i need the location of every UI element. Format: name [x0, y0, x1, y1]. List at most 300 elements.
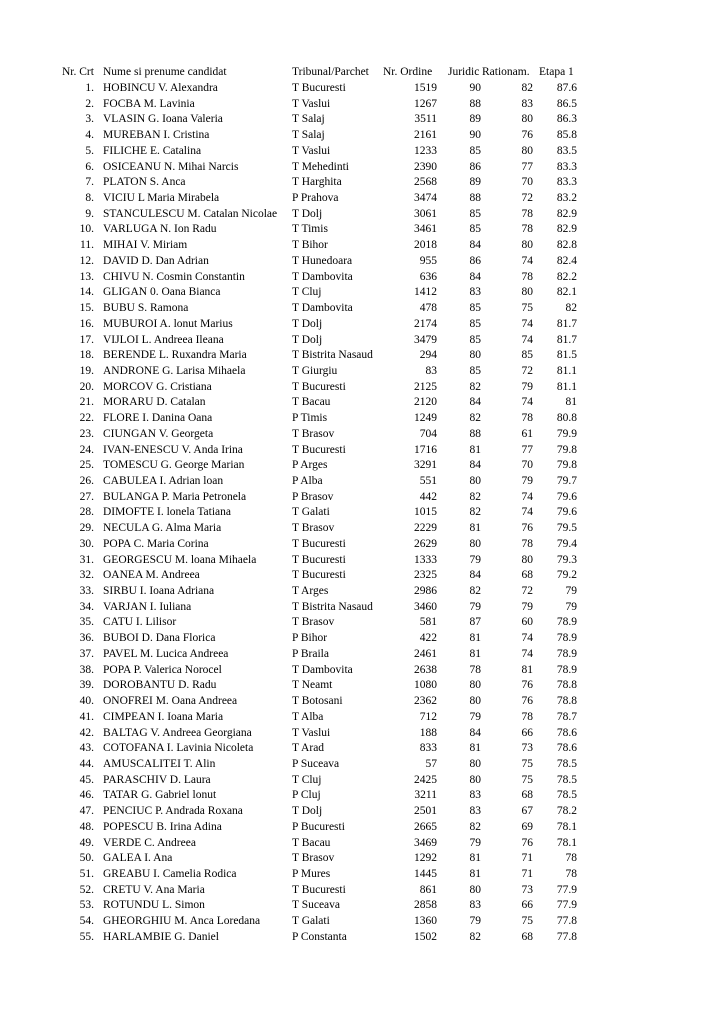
cell-juridic: 84: [469, 396, 481, 409]
table-row: [0, 678, 719, 694]
cell-name: AMUSCALITEI T. Alin: [103, 757, 216, 770]
cell-rationam: 70: [521, 176, 533, 189]
header-name: Nume si prenume candidat: [103, 66, 227, 78]
cell-name: CIUNGAN V. Georgeta: [103, 427, 214, 440]
cell-rationam: 71: [521, 868, 533, 880]
cell-tribunal: T Vaslui: [292, 726, 331, 739]
cell-tribunal: T Arges: [292, 585, 329, 598]
cell-rationam: 78: [521, 223, 533, 236]
cell-juridic: 79: [469, 836, 481, 849]
cell-juridic: 83: [469, 899, 481, 912]
cell-rationam: 77: [521, 160, 533, 173]
table-row: [0, 757, 719, 773]
cell-rationam: 78: [521, 412, 533, 425]
cell-juridic: 85: [469, 317, 481, 330]
cell-ordine: 2325: [414, 569, 437, 582]
cell-juridic: 82: [469, 380, 481, 393]
cell-ordine: 1292: [414, 852, 437, 865]
cell-name: VICIU L Maria Mirabela: [103, 192, 220, 205]
cell-name: STANCULESCU M. Catalan Nicolae: [103, 207, 278, 220]
cell-tribunal: P Brasov: [292, 490, 334, 503]
cell-rationam: 72: [521, 585, 533, 598]
cell-name: MORCOV G. Cristiana: [103, 380, 212, 393]
cell-rationam: 74: [521, 647, 533, 660]
cell-nr: 37.: [79, 647, 94, 660]
cell-rationam: 83: [521, 97, 533, 110]
cell-tribunal: T Neamt: [292, 679, 333, 692]
cell-ordine: 955: [419, 254, 437, 267]
cell-ordine: 2665: [414, 820, 437, 833]
cell-rationam: 78: [521, 207, 533, 220]
table-row: [0, 191, 719, 207]
cell-ordine: 188: [419, 726, 437, 739]
cell-name: OANEA M. Andreea: [103, 569, 200, 582]
cell-etapa: 77.9: [556, 899, 577, 912]
cell-etapa: 78.1: [556, 836, 577, 849]
cell-ordine: 2174: [414, 317, 437, 330]
cell-etapa: 79: [565, 600, 577, 613]
cell-rationam: 68: [521, 930, 533, 943]
table-row: [0, 97, 719, 113]
cell-nr: 20.: [79, 380, 94, 393]
cell-etapa: 82: [565, 302, 577, 315]
cell-tribunal: T Bucuresti: [292, 380, 346, 393]
cell-tribunal: T Harghita: [292, 176, 342, 189]
cell-rationam: 78: [521, 710, 533, 723]
cell-ordine: 2229: [414, 522, 437, 535]
table-row: [0, 238, 719, 254]
cell-juridic: 85: [469, 207, 481, 220]
cell-tribunal: P Arges: [292, 459, 328, 472]
cell-nr: 52.: [79, 883, 94, 896]
cell-juridic: 85: [469, 302, 481, 315]
cell-ordine: 861: [419, 883, 437, 896]
cell-juridic: 84: [469, 270, 481, 283]
cell-tribunal: T Mehedinti: [292, 160, 349, 173]
table-row: [0, 600, 719, 616]
table-row: [0, 804, 719, 820]
table-row: [0, 584, 719, 600]
cell-tribunal: T Bucuresti: [292, 537, 346, 550]
cell-nr: 10.: [79, 223, 94, 236]
cell-ordine: 833: [419, 742, 437, 755]
cell-name: IVAN-ENESCU V. Anda Irina: [103, 443, 243, 456]
cell-etapa: 78.9: [556, 663, 577, 676]
cell-rationam: 69: [521, 820, 533, 833]
table-row: [0, 568, 719, 584]
cell-etapa: 79: [565, 585, 577, 598]
cell-name: CATU I. Lilisor: [103, 616, 177, 629]
cell-rationam: 76: [521, 679, 533, 692]
cell-ordine: 1716: [414, 443, 437, 456]
cell-rationam: 80: [521, 113, 533, 126]
cell-name: VARJAN I. Iuliana: [103, 600, 192, 613]
cell-name: BERENDE L. Ruxandra Maria: [103, 349, 247, 362]
cell-juridic: 85: [469, 223, 481, 236]
cell-etapa: 86.3: [556, 113, 577, 126]
cell-nr: 19.: [79, 364, 94, 377]
cell-ordine: 3511: [414, 113, 437, 126]
cell-ordine: 3291: [414, 459, 437, 472]
cell-etapa: 83.3: [556, 176, 577, 189]
cell-rationam: 80: [521, 553, 533, 566]
cell-name: PENCIUC P. Andrada Roxana: [103, 805, 243, 818]
table-row: [0, 270, 719, 286]
table-row: [0, 317, 719, 333]
cell-rationam: 75: [521, 302, 533, 315]
cell-nr: 6.: [85, 160, 94, 173]
cell-name: MUREBAN I. Cristina: [103, 129, 210, 142]
cell-ordine: 1502: [414, 930, 437, 943]
cell-nr: 47.: [79, 805, 94, 818]
header-etapa: Etapa 1: [539, 66, 574, 78]
cell-tribunal: T Dambovita: [292, 663, 353, 676]
cell-etapa: 87.6: [556, 82, 577, 94]
cell-tribunal: T Bucuresti: [292, 883, 346, 896]
cell-tribunal: T Botosani: [292, 695, 343, 708]
cell-rationam: 67: [521, 805, 533, 818]
cell-name: CIMPEAN I. Ioana Maria: [103, 710, 224, 723]
cell-tribunal: T Brasov: [292, 616, 335, 629]
cell-rationam: 74: [521, 632, 533, 645]
cell-juridic: 84: [469, 569, 481, 582]
table-row: [0, 537, 719, 553]
cell-etapa: 79.5: [556, 522, 577, 535]
cell-juridic: 81: [469, 852, 481, 865]
cell-name: BUBOI D. Dana Florica: [103, 632, 216, 645]
cell-nr: 9.: [85, 207, 94, 220]
cell-rationam: 76: [521, 522, 533, 535]
cell-etapa: 78.9: [556, 632, 577, 645]
cell-nr: 5.: [85, 144, 94, 157]
cell-etapa: 82.4: [556, 254, 577, 267]
cell-etapa: 79.2: [556, 569, 577, 582]
cell-name: TOMESCU G. George Marian: [103, 459, 245, 472]
cell-juridic: 88: [469, 97, 481, 110]
cell-juridic: 82: [469, 930, 481, 943]
cell-tribunal: T Bacau: [292, 836, 331, 849]
header-tribunal: Tribunal/Parchet: [292, 66, 369, 78]
cell-tribunal: T Brasov: [292, 522, 335, 535]
cell-nr: 46.: [79, 789, 94, 802]
cell-etapa: 79.8: [556, 459, 577, 472]
cell-name: COTOFANA I. Lavinia Nicoleta: [103, 742, 254, 755]
cell-nr: 25.: [79, 459, 94, 472]
cell-tribunal: P Bihor: [292, 632, 328, 645]
table-row: [0, 458, 719, 474]
cell-ordine: 2638: [414, 663, 437, 676]
cell-rationam: 80: [521, 144, 533, 157]
cell-nr: 1.: [85, 82, 94, 94]
cell-etapa: 79.6: [556, 490, 577, 503]
cell-rationam: 73: [521, 742, 533, 755]
cell-juridic: 83: [469, 805, 481, 818]
cell-etapa: 78.8: [556, 695, 577, 708]
cell-juridic: 87: [469, 616, 481, 629]
cell-nr: 48.: [79, 820, 94, 833]
cell-ordine: 2629: [414, 537, 437, 550]
cell-juridic: 81: [469, 868, 481, 880]
cell-ordine: 704: [419, 427, 437, 440]
cell-tribunal: T Salaj: [292, 113, 325, 126]
cell-ordine: 478: [419, 302, 437, 315]
cell-name: GLIGAN 0. Oana Bianca: [103, 286, 221, 299]
cell-etapa: 81.1: [556, 380, 577, 393]
cell-etapa: 78.5: [556, 789, 577, 802]
cell-juridic: 80: [469, 679, 481, 692]
cell-name: POPA P. Valerica Norocel: [103, 663, 222, 676]
cell-tribunal: T Bistrita Nasaud: [292, 600, 373, 613]
cell-tribunal: T Dolj: [292, 317, 323, 330]
cell-juridic: 80: [469, 349, 481, 362]
cell-nr: 21.: [79, 396, 94, 409]
table-row: [0, 898, 719, 914]
cell-name: GALEA I. Ana: [103, 852, 173, 865]
cell-etapa: 79.4: [556, 537, 577, 550]
cell-juridic: 80: [469, 475, 481, 487]
cell-nr: 27.: [79, 490, 94, 503]
cell-ordine: 3474: [414, 192, 437, 205]
cell-tribunal: P Prahova: [292, 192, 339, 205]
cell-name: MUBUROI A. lonut Marius: [103, 317, 233, 330]
cell-juridic: 80: [469, 883, 481, 896]
cell-juridic: 79: [469, 553, 481, 566]
cell-nr: 15.: [79, 302, 94, 315]
cell-juridic: 88: [469, 192, 481, 205]
cell-etapa: 78.6: [556, 726, 577, 739]
table-row: [0, 710, 719, 726]
table-row: [0, 112, 719, 128]
cell-rationam: 66: [521, 726, 533, 739]
table-row: [0, 222, 719, 238]
cell-juridic: 86: [469, 254, 481, 267]
cell-name: FLORE I. Danina Oana: [103, 412, 213, 425]
table-row: [0, 741, 719, 757]
cell-nr: 29.: [79, 522, 94, 535]
table-header-row: [0, 65, 719, 81]
cell-etapa: 86.5: [556, 97, 577, 110]
table-row: [0, 254, 719, 270]
cell-name: FOCBA M. Lavinia: [103, 97, 195, 110]
cell-name: VLASIN G. Ioana Valeria: [103, 113, 223, 126]
cell-tribunal: T Suceava: [292, 899, 341, 912]
cell-rationam: 75: [521, 915, 533, 928]
cell-ordine: 422: [419, 632, 437, 645]
cell-ordine: 3479: [414, 333, 437, 346]
cell-name: ANDRONE G. Larisa Mihaela: [103, 364, 246, 377]
cell-ordine: 57: [425, 757, 437, 770]
cell-ordine: 2362: [414, 695, 437, 708]
cell-name: NECULA G. Alma Maria: [103, 522, 222, 535]
cell-rationam: 79: [521, 380, 533, 393]
cell-ordine: 442: [419, 490, 437, 503]
cell-ordine: 2986: [414, 585, 437, 598]
cell-etapa: 83.3: [556, 160, 577, 173]
cell-etapa: 78.9: [556, 647, 577, 660]
cell-name: CABULEA I. Adrian loan: [103, 475, 224, 487]
table-row: [0, 726, 719, 742]
cell-name: GREABU I. Camelia Rodica: [103, 868, 237, 880]
header-rationam: Rationam.: [482, 66, 530, 78]
cell-nr: 8.: [85, 192, 94, 205]
cell-rationam: 71: [521, 852, 533, 865]
cell-tribunal: T Alba: [292, 710, 324, 723]
cell-name: CHIVU N. Cosmin Constantin: [103, 270, 245, 283]
cell-ordine: 3461: [414, 223, 437, 236]
cell-juridic: 88: [469, 427, 481, 440]
cell-ordine: 3469: [414, 836, 437, 849]
cell-rationam: 75: [521, 773, 533, 786]
cell-ordine: 636: [419, 270, 437, 283]
cell-etapa: 81.1: [556, 364, 577, 377]
cell-name: FILICHE E. Catalina: [103, 144, 202, 157]
cell-name: DOROBANTU D. Radu: [103, 679, 217, 692]
cell-tribunal: T Salaj: [292, 129, 325, 142]
cell-juridic: 83: [469, 789, 481, 802]
cell-ordine: 3460: [414, 600, 437, 613]
cell-nr: 11.: [80, 239, 94, 252]
cell-name: HOBINCU V. Alexandra: [103, 82, 218, 94]
cell-tribunal: T Vaslui: [292, 144, 331, 157]
cell-tribunal: T Dolj: [292, 333, 323, 346]
cell-tribunal: P Timis: [292, 412, 328, 425]
table-row: [0, 851, 719, 867]
cell-ordine: 3211: [414, 789, 437, 802]
table-row: [0, 773, 719, 789]
cell-tribunal: T Vaslui: [292, 97, 331, 110]
cell-etapa: 79.3: [556, 553, 577, 566]
header-nr: Nr. Crt: [62, 66, 94, 78]
table-row: [0, 521, 719, 537]
table-row: [0, 144, 719, 160]
cell-ordine: 2858: [414, 899, 437, 912]
cell-juridic: 78: [469, 663, 481, 676]
cell-etapa: 78.2: [556, 805, 577, 818]
cell-nr: 55.: [79, 930, 94, 943]
cell-nr: 22.: [79, 412, 94, 425]
table-row: [0, 867, 719, 883]
cell-nr: 4.: [85, 129, 94, 142]
cell-ordine: 1080: [414, 679, 437, 692]
cell-etapa: 77.8: [556, 915, 577, 928]
cell-tribunal: T Bucuresti: [292, 443, 346, 456]
table-row: [0, 411, 719, 427]
cell-nr: 28.: [79, 506, 94, 519]
cell-rationam: 78: [521, 537, 533, 550]
cell-ordine: 1445: [414, 868, 437, 880]
cell-nr: 49.: [79, 836, 94, 849]
cell-nr: 14.: [79, 286, 94, 299]
cell-ordine: 294: [419, 349, 437, 362]
cell-ordine: 2501: [414, 805, 437, 818]
cell-rationam: 74: [521, 254, 533, 267]
cell-juridic: 85: [469, 364, 481, 377]
cell-juridic: 89: [469, 113, 481, 126]
cell-juridic: 83: [469, 286, 481, 299]
cell-juridic: 85: [469, 333, 481, 346]
cell-ordine: 83: [425, 364, 437, 377]
cell-name: OSICEANU N. Mihai Narcis: [103, 160, 239, 173]
cell-name: POPESCU B. Irina Adina: [103, 820, 222, 833]
table-row: [0, 427, 719, 443]
cell-name: TATAR G. Gabriel lonut: [103, 789, 217, 802]
table-row: [0, 836, 719, 852]
cell-tribunal: T Timis: [292, 223, 328, 236]
table-row: [0, 443, 719, 459]
cell-etapa: 81.5: [556, 349, 577, 362]
table-row: [0, 81, 719, 97]
cell-nr: 53.: [79, 899, 94, 912]
cell-name: BALTAG V. Andreea Georgiana: [103, 726, 252, 739]
cell-etapa: 82.9: [556, 223, 577, 236]
cell-juridic: 84: [469, 726, 481, 739]
cell-ordine: 2461: [414, 647, 437, 660]
table-row: [0, 380, 719, 396]
cell-tribunal: P Suceava: [292, 757, 340, 770]
cell-tribunal: T Bihor: [292, 239, 328, 252]
cell-tribunal: P Constanta: [292, 930, 347, 943]
cell-juridic: 90: [469, 82, 481, 94]
cell-rationam: 60: [521, 616, 533, 629]
cell-ordine: 2425: [414, 773, 437, 786]
header-juridic: Juridic: [448, 66, 480, 78]
cell-juridic: 80: [469, 773, 481, 786]
cell-tribunal: T Bacau: [292, 396, 331, 409]
table-row: [0, 474, 719, 490]
cell-name: BUBU S. Ramona: [103, 302, 189, 315]
cell-nr: 13.: [79, 270, 94, 283]
cell-etapa: 78.5: [556, 757, 577, 770]
cell-tribunal: T Giurgiu: [292, 364, 338, 377]
table-row: [0, 505, 719, 521]
table-row: [0, 647, 719, 663]
cell-etapa: 78: [565, 868, 577, 880]
cell-nr: 23.: [79, 427, 94, 440]
cell-ordine: 1249: [414, 412, 437, 425]
cell-nr: 54.: [79, 915, 94, 928]
cell-rationam: 76: [521, 836, 533, 849]
table-row: [0, 301, 719, 317]
cell-rationam: 66: [521, 899, 533, 912]
cell-etapa: 78.1: [556, 820, 577, 833]
cell-nr: 16.: [79, 317, 94, 330]
cell-etapa: 81: [565, 396, 577, 409]
cell-nr: 42.: [79, 726, 94, 739]
cell-juridic: 90: [469, 129, 481, 142]
table-row: [0, 883, 719, 899]
table-row: [0, 788, 719, 804]
cell-nr: 36.: [79, 632, 94, 645]
cell-rationam: 85: [521, 349, 533, 362]
cell-etapa: 83.2: [556, 192, 577, 205]
cell-nr: 26.: [79, 475, 94, 487]
cell-nr: 50.: [79, 852, 94, 865]
cell-juridic: 84: [469, 239, 481, 252]
cell-nr: 38.: [79, 663, 94, 676]
cell-nr: 34.: [79, 600, 94, 613]
cell-nr: 39.: [79, 679, 94, 692]
cell-etapa: 81.7: [556, 317, 577, 330]
table-row: [0, 914, 719, 930]
cell-tribunal: T Brasov: [292, 427, 335, 440]
cell-tribunal: T Bucuresti: [292, 569, 346, 582]
cell-ordine: 2390: [414, 160, 437, 173]
cell-tribunal: T Dambovita: [292, 302, 353, 315]
cell-ordine: 1412: [414, 286, 437, 299]
cell-ordine: 2568: [414, 176, 437, 189]
cell-nr: 31.: [79, 553, 94, 566]
cell-nr: 17.: [79, 333, 94, 346]
